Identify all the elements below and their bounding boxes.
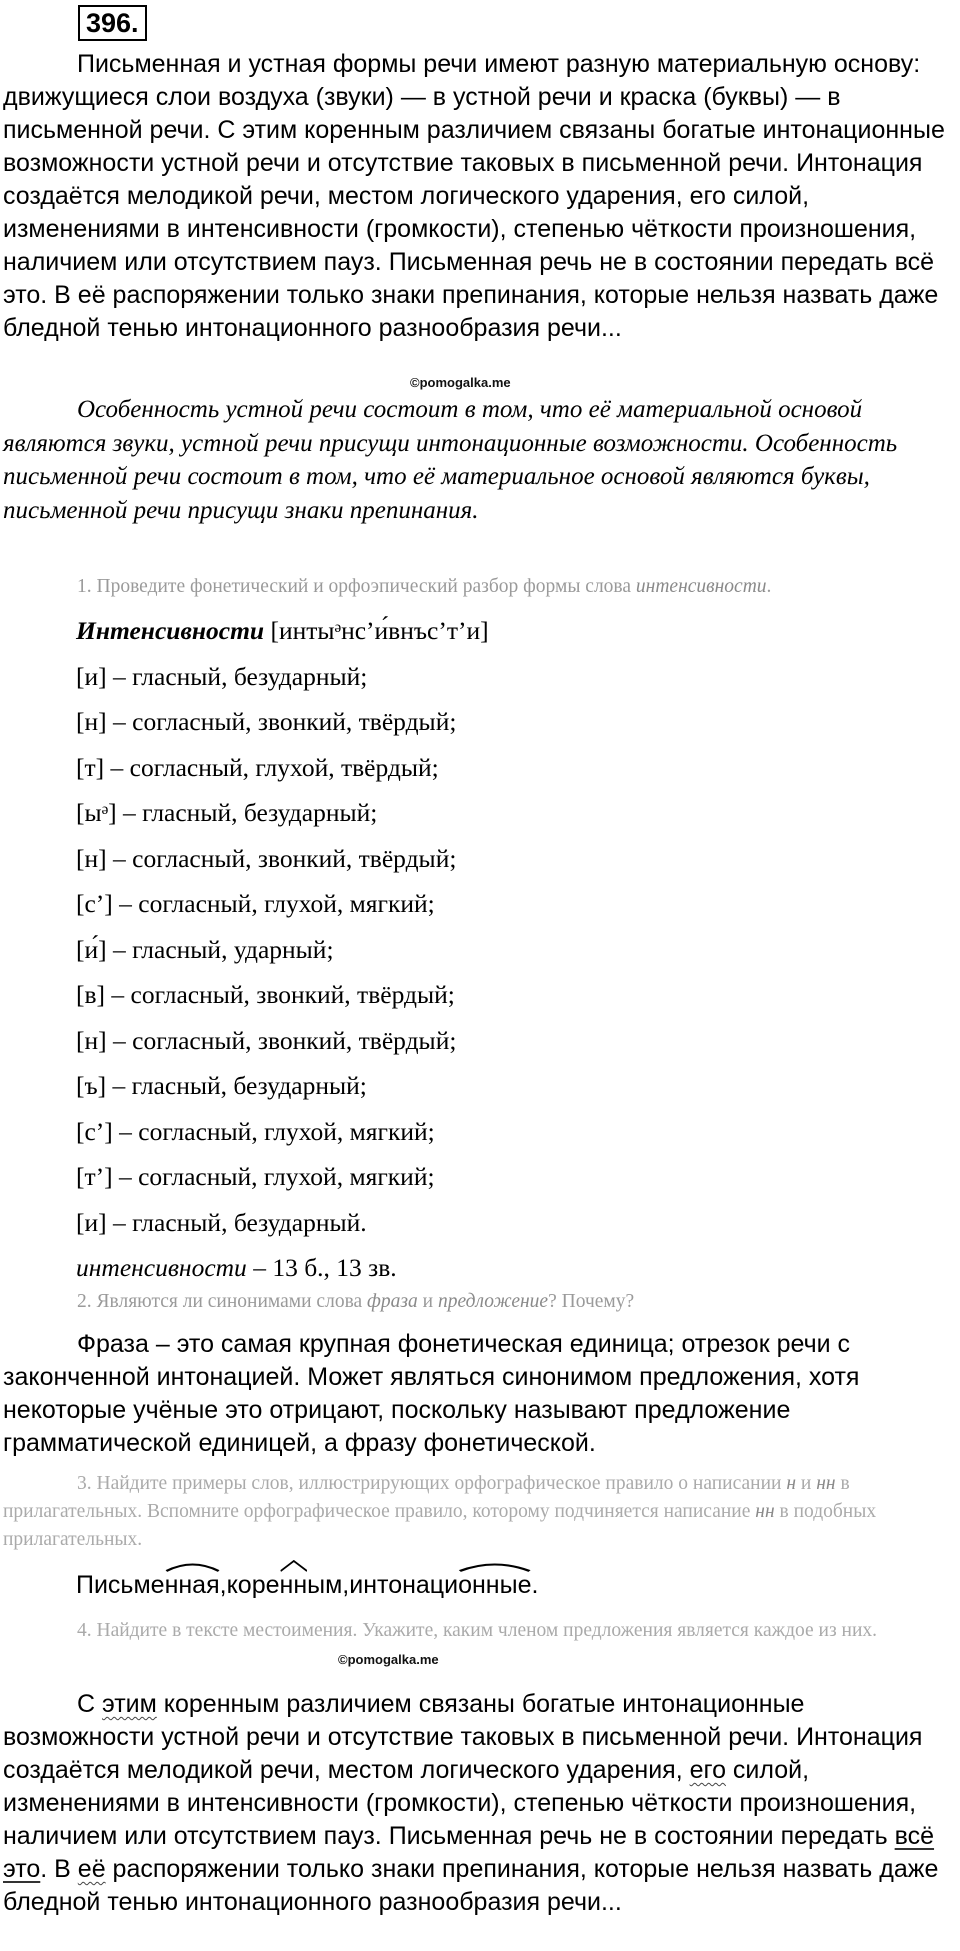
question-2: 2. Являются ли синонимами слова фраза и предложение? Почему? [77,1291,635,1312]
pronoun: это [3,1855,41,1883]
arc-marked: нная [165,1569,220,1602]
phonetic-analysis [76,608,489,1291]
answer-2: Фраза – это самая крупная фонетическая единица; отрезок речи с законченной интонацией. Может являться синонимом предложения, хотя некоторые учёные это отрицают, поскольку называют предложение грамматической единицей, а фразу фонетической. [3,1330,860,1457]
sound-row: [ыᵊ] – гласный, безударный; [76,798,378,827]
pronoun: этим [102,1690,157,1718]
analysis-heading: Интенсивности [интыᵊнс’и́внъс’т’и] [76,616,489,645]
exercise-number: 396. [78,5,147,41]
arc-marked: нн [280,1569,308,1602]
sound-row: [и] – гласный, безударный; [76,661,368,691]
text-paragraph: Письменная и устная формы речи имеют разную материальную основу: движущиеся слои воздуха (звуки) — в устной речи и краска (буквы) — в письменной речи. С этим коренным различием связаны богатые интонационные возможности устной речи и отсутствие таковых в письменной речи. Интонация создаётся мелодикой речи, местом логического ударения, его силой, изменениями в интенсивности (громкости), степенью чёткости произношения, наличием или отсутствием пауз. Письменная речь не в состоянии передать всё это. В её распоряжении только знаки препинания, которые нельзя назвать даже бледной тенью интонационного разнообразия речи... [3,50,945,342]
sound-row: [в] – согласный, звонкий, твёрдый; [76,980,455,1009]
sound-row: [и́] – гласный, ударный; [76,934,334,964]
italic-summary: Особенность устной речи состоит в том, что её материальной основой являются звуки, устной речи присущи интонационные возможности. Особенность письменной речи состоит в том, что её материальное основой являются буквы, письменной речи присущи знаки препинания. [3,396,898,524]
sound-row: [н] – согласный, звонкий, твёрдый; [76,843,457,873]
question-4: 4. Найдите в тексте местоимения. Укажите, каким членом предложения является каждое из них. [77,1620,878,1641]
pronoun: его [689,1756,726,1784]
sound-row: [н] – согласный, звонкий, твёрдый; [76,707,457,736]
sound-row: [ъ] – гласный, безударный; [76,1071,367,1100]
analysis-summary: интенсивности – 13 б., 13 зв. [76,1253,397,1282]
sound-row: [с’] – согласный, глухой, мягкий; [76,889,435,918]
watermark: ©pomogalka.me [338,1652,439,1667]
sound-row: [т] – согласный, глухой, твёрдый; [76,752,439,782]
pronoun: всё [894,1822,935,1850]
arc-marked: онные [458,1569,531,1602]
sound-row: [т’] – согласный, глухой, мягкий; [76,1162,435,1191]
sound-row: [с’] – согласный, глухой, мягкий; [76,1116,435,1146]
sound-row: [н] – согласный, звонкий, твёрдый; [76,1025,457,1055]
sound-row: [и] – гласный, безударный. [76,1207,367,1237]
answer-3: Письме нная,коре нным,интонаци онные. [76,1569,960,1602]
pronoun: её [77,1855,106,1883]
watermark: ©pomogalka.me [410,375,511,390]
question-3: 3. Найдите примеры слов, иллюстрирующих орфографическое правило о написании н и нн в прилагательных. Вспомните орфографическое правило, которому подчиняется написание нн в подобных прилагательных. [3,1473,877,1550]
question-1: 1. Проведите фонетический и орфоэпический разбор формы слова интенсивности. [77,576,772,597]
answer-4: С этим коренным различием связаны богатые интонационные возможности устной речи и отсутствие таковых в письменной речи. Интонация создаётся мелодикой речи, местом логического ударения, его силой, изменениями в интенсивности (громкости), степенью чёткости произношения, наличием или отсутствием пауз. Письменная речь не в состоянии передать всё это. В её распоряжении только знаки препинания, которые нельзя назвать даже бледной тенью интонационного разнообразия речи... [3,1690,939,1916]
